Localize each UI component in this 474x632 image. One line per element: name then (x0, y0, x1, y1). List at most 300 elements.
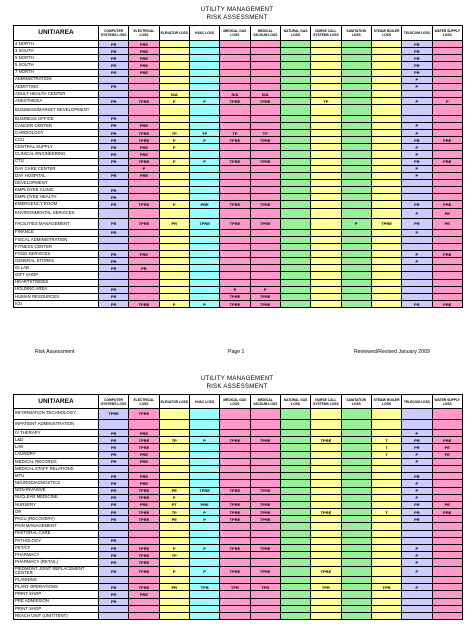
risk-cell (311, 83, 341, 90)
risk-cell (129, 279, 159, 286)
risk-cell (280, 598, 310, 605)
risk-cell: PR (98, 69, 128, 76)
risk-cell (159, 480, 189, 487)
risk-cell: P (189, 98, 219, 105)
unit-area-header: UNIT/AREA (14, 395, 99, 409)
risk-cell: P (402, 229, 432, 236)
risk-cell (311, 545, 341, 552)
risk-cell: PRE (432, 251, 462, 258)
risk-cell: TPRE (220, 487, 250, 494)
risk-cell (371, 286, 401, 293)
risk-cell (432, 144, 462, 151)
risk-cell (341, 115, 371, 122)
risk-cell (311, 444, 341, 451)
risk-cell (98, 523, 128, 530)
risk-cell (98, 105, 128, 116)
risk-cell: N/A (250, 90, 280, 97)
risk-cell (189, 293, 219, 300)
risk-cell: P (402, 208, 432, 219)
risk-cell (189, 180, 219, 187)
column-header: COMPUTER SYSTEMS LOSS (98, 26, 128, 41)
risk-cell (280, 115, 310, 122)
risk-cell: PR (98, 566, 128, 577)
table-row (14, 545, 463, 552)
risk-cell (311, 286, 341, 293)
column-header: NURSE CALL SYSTEMS LOSS (311, 395, 341, 409)
risk-cell: T (371, 509, 401, 516)
risk-cell (159, 41, 189, 48)
risk-cell (341, 194, 371, 201)
risk-cell (250, 48, 280, 55)
title-line-2: RISK ASSESSMENT (206, 13, 268, 21)
risk-table-page-1 (13, 25, 463, 308)
risk-cell: P (189, 437, 219, 444)
risk-cell: PT (159, 501, 189, 508)
risk-cell (280, 613, 310, 620)
table-row (14, 451, 463, 458)
risk-cell (129, 530, 159, 537)
risk-cell: PR (402, 219, 432, 230)
risk-cell: PR (402, 509, 432, 516)
risk-cell (98, 243, 128, 250)
risk-cell: TPRE (250, 201, 280, 208)
risk-cell (220, 194, 250, 201)
risk-cell: TPRE (129, 301, 159, 308)
page-title-2 (0, 375, 474, 390)
table-row (14, 130, 463, 137)
risk-cell: P (159, 545, 189, 552)
risk-cell (371, 598, 401, 605)
risk-cell (250, 165, 280, 172)
risk-cell (159, 537, 189, 544)
risk-cell (129, 105, 159, 116)
footer-left: Risk Assessment (35, 349, 75, 355)
risk-cell (280, 229, 310, 236)
table-row (14, 566, 463, 577)
risk-cell: PR (98, 487, 128, 494)
table-row (14, 55, 463, 62)
unit-area-name: INFORMATION TECHNOLOGY (14, 409, 99, 420)
risk-cell (371, 258, 401, 265)
risk-cell (220, 115, 250, 122)
risk-cell: PR (98, 301, 128, 308)
title-line-1: UTILITY MANAGEMENT (200, 375, 274, 382)
table-row (14, 509, 463, 516)
risk-cell (402, 613, 432, 620)
risk-cell: PR (98, 41, 128, 48)
risk-cell (280, 69, 310, 76)
table-row (14, 83, 463, 90)
risk-cell (432, 265, 462, 272)
risk-cell (311, 487, 341, 494)
risk-cell: P (189, 158, 219, 165)
risk-cell (280, 144, 310, 151)
risk-cell (280, 208, 310, 219)
risk-cell: P (189, 301, 219, 308)
risk-cell (159, 409, 189, 420)
risk-cell: PRE (432, 509, 462, 516)
risk-cell (159, 286, 189, 293)
column-header: ELEVATOR LOSS (159, 26, 189, 41)
risk-cell (280, 545, 310, 552)
risk-cell (280, 509, 310, 516)
risk-cell: PR (98, 591, 128, 598)
risk-cell: TPRE (220, 201, 250, 208)
risk-cell: TPR (250, 584, 280, 591)
column-header: ELECTRICAL LOSS (129, 395, 159, 409)
risk-cell (189, 444, 219, 451)
risk-cell (98, 605, 128, 612)
risk-cell (371, 458, 401, 465)
risk-cell: PR (98, 598, 128, 605)
risk-cell (220, 552, 250, 559)
risk-cell: P (402, 566, 432, 577)
risk-cell (402, 90, 432, 97)
risk-cell (371, 265, 401, 272)
risk-cell: P (402, 258, 432, 265)
risk-cell (311, 409, 341, 420)
risk-cell: PR (402, 437, 432, 444)
risk-cell (341, 552, 371, 559)
risk-cell (280, 137, 310, 144)
risk-cell: TP (159, 552, 189, 559)
unit-area-name: LAB (14, 444, 99, 451)
risk-cell (250, 76, 280, 83)
risk-cell (250, 279, 280, 286)
risk-cell (280, 487, 310, 494)
risk-cell: T (371, 444, 401, 451)
risk-cell (159, 451, 189, 458)
risk-cell (432, 419, 462, 430)
table-row (14, 187, 463, 194)
page-title-1 (0, 6, 474, 21)
risk-cell: P (402, 76, 432, 83)
risk-cell (189, 523, 219, 530)
risk-cell (371, 76, 401, 83)
footer-reviewed: Reviewed/Revised January 2009 (354, 349, 430, 355)
risk-cell (280, 105, 310, 116)
risk-cell (280, 301, 310, 308)
unit-area-name: CCU (14, 137, 99, 144)
unit-area-name: OR (14, 509, 99, 516)
risk-cell (432, 69, 462, 76)
risk-cell (371, 494, 401, 501)
table-row (14, 437, 463, 444)
risk-cell: PR (98, 451, 128, 458)
table-row (14, 530, 463, 537)
risk-cell: PE (432, 444, 462, 451)
risk-cell (341, 187, 371, 194)
risk-cell (341, 172, 371, 179)
column-header: WATER SUPPLY LOSS (432, 26, 462, 41)
unit-area-name: PHARMACY (RETAIL) (14, 559, 99, 566)
risk-cell (432, 151, 462, 158)
risk-cell (371, 115, 401, 122)
risk-cell (189, 577, 219, 584)
risk-cell: PR (159, 219, 189, 230)
risk-cell (129, 90, 159, 97)
risk-cell: P (189, 137, 219, 144)
risk-cell (402, 419, 432, 430)
unit-area-name: GIFT SHOP (14, 272, 99, 279)
risk-cell (250, 180, 280, 187)
risk-cell (371, 530, 401, 537)
risk-cell (220, 409, 250, 420)
column-header: MEDICAL VACUUM LOSS (250, 395, 280, 409)
risk-cell (341, 48, 371, 55)
unit-area-name: INPATIENT ADMINISTRATION (14, 419, 99, 430)
risk-cell (189, 122, 219, 129)
risk-cell (432, 180, 462, 187)
risk-cell (129, 258, 159, 265)
risk-cell (311, 258, 341, 265)
unit-area-name: FITNESS CENTER (14, 243, 99, 250)
risk-cell (280, 286, 310, 293)
risk-cell (129, 236, 159, 243)
risk-cell (432, 598, 462, 605)
risk-cell (98, 90, 128, 97)
column-header: HVAC LOSS (189, 395, 219, 409)
risk-cell (189, 48, 219, 55)
risk-cell (250, 105, 280, 116)
risk-cell (432, 187, 462, 194)
unit-area-name: MEDICAL STAFF RELATIONS (14, 465, 99, 472)
risk-cell: TPRE (189, 219, 219, 230)
risk-cell (402, 577, 432, 584)
risk-cell (311, 591, 341, 598)
risk-cell: N/A (159, 90, 189, 97)
unit-area-name: ICU (14, 301, 99, 308)
risk-cell: PR (402, 516, 432, 523)
risk-cell (371, 552, 401, 559)
risk-cell (220, 591, 250, 598)
unit-area-name: PRINT SHOP (14, 605, 99, 612)
risk-cell (311, 48, 341, 55)
risk-cell (341, 279, 371, 286)
risk-cell: TPRE (129, 437, 159, 444)
risk-cell (402, 279, 432, 286)
risk-cell: PR (402, 48, 432, 55)
risk-cell: TPRE (250, 137, 280, 144)
risk-cell (341, 229, 371, 236)
risk-cell (220, 144, 250, 151)
risk-cell: PR (402, 473, 432, 480)
risk-cell (129, 537, 159, 544)
risk-cell (159, 559, 189, 566)
risk-cell (311, 158, 341, 165)
risk-cell: PR (402, 62, 432, 69)
risk-cell: PR (98, 559, 128, 566)
risk-cell (280, 158, 310, 165)
risk-cell (341, 62, 371, 69)
risk-cell (432, 279, 462, 286)
risk-cell (280, 451, 310, 458)
risk-cell (189, 272, 219, 279)
risk-cell: TPRE (129, 559, 159, 566)
unit-area-name: BUSINESS OFFICE (14, 115, 99, 122)
risk-cell: PRE (129, 451, 159, 458)
risk-cell: TPR (220, 584, 250, 591)
unit-area-name: ANESTHESIA (14, 98, 99, 105)
risk-cell (220, 187, 250, 194)
risk-cell: TPRE (250, 98, 280, 105)
risk-cell (189, 530, 219, 537)
table-row (14, 598, 463, 605)
risk-cell: TPRE (129, 494, 159, 501)
risk-cell (402, 180, 432, 187)
risk-cell: PR (98, 584, 128, 591)
risk-cell (280, 236, 310, 243)
risk-cell (159, 265, 189, 272)
risk-cell: TPRE (220, 545, 250, 552)
risk-cell (311, 41, 341, 48)
risk-cell (311, 613, 341, 620)
risk-cell: TPRE (250, 501, 280, 508)
risk-cell (250, 465, 280, 472)
risk-cell: N/A (220, 90, 250, 97)
risk-cell (311, 451, 341, 458)
risk-cell (280, 265, 310, 272)
risk-cell (189, 76, 219, 83)
risk-cell (341, 286, 371, 293)
risk-cell (189, 62, 219, 69)
risk-cell: TPRE (220, 158, 250, 165)
unit-area-name: PRINT SHOP (14, 591, 99, 598)
risk-cell (280, 194, 310, 201)
risk-cell (159, 523, 189, 530)
unit-area-name: HOLDING AREA (14, 286, 99, 293)
unit-area-name: PHARMACY (14, 552, 99, 559)
table-row (14, 76, 463, 83)
table-row (14, 272, 463, 279)
risk-cell (432, 165, 462, 172)
risk-cell (129, 187, 159, 194)
table-row (14, 584, 463, 591)
risk-cell (250, 229, 280, 236)
risk-cell (189, 144, 219, 151)
risk-cell (371, 243, 401, 250)
table-row (14, 219, 463, 230)
risk-cell (159, 251, 189, 258)
risk-cell: P (402, 451, 432, 458)
risk-cell: PR (402, 137, 432, 144)
risk-cell (371, 194, 401, 201)
risk-cell (371, 545, 401, 552)
unit-area-name: ADMINISTRATION (14, 76, 99, 83)
risk-cell: TP (159, 509, 189, 516)
risk-cell (432, 236, 462, 243)
risk-cell (280, 172, 310, 179)
risk-cell (280, 419, 310, 430)
risk-cell (159, 208, 189, 219)
risk-cell (371, 516, 401, 523)
table-row (14, 98, 463, 105)
risk-cell (220, 494, 250, 501)
risk-cell (341, 55, 371, 62)
risk-cell (311, 90, 341, 97)
risk-cell (311, 130, 341, 137)
risk-cell: PRE (129, 144, 159, 151)
risk-cell (311, 537, 341, 544)
table-row (14, 552, 463, 559)
risk-cell (280, 430, 310, 437)
table-row (14, 494, 463, 501)
risk-cell (311, 465, 341, 472)
table-row (14, 194, 463, 201)
risk-cell (250, 69, 280, 76)
risk-cell (311, 194, 341, 201)
risk-cell (371, 501, 401, 508)
risk-cell: TPRE (220, 137, 250, 144)
risk-cell (341, 598, 371, 605)
risk-cell: TPRE (220, 293, 250, 300)
risk-cell (129, 180, 159, 187)
table-row (14, 137, 463, 144)
risk-cell (189, 69, 219, 76)
risk-cell (250, 83, 280, 90)
unit-area-name: PASTORAL CARE (14, 530, 99, 537)
risk-cell (159, 613, 189, 620)
risk-cell: PRE (129, 430, 159, 437)
risk-cell (432, 552, 462, 559)
risk-cell (341, 122, 371, 129)
risk-cell: PRE (129, 151, 159, 158)
risk-cell (371, 201, 401, 208)
risk-cell (311, 293, 341, 300)
risk-cell: PR (98, 473, 128, 480)
risk-cell (189, 598, 219, 605)
risk-cell: TPRE (98, 409, 128, 420)
risk-cell (159, 83, 189, 90)
risk-cell (341, 480, 371, 487)
risk-cell: PR (98, 258, 128, 265)
risk-cell: P (159, 144, 189, 151)
risk-cell: P (189, 545, 219, 552)
table-row (14, 265, 463, 272)
risk-cell (371, 480, 401, 487)
unit-area-name: NON-INVASIVE (14, 487, 99, 494)
risk-cell: PR (402, 158, 432, 165)
unit-area-name: CENTRAL SUPPLY (14, 144, 99, 151)
risk-cell (250, 409, 280, 420)
risk-cell: TPR (189, 584, 219, 591)
risk-cell (371, 236, 401, 243)
column-header: SANITATION LOSS (341, 395, 371, 409)
risk-cell (280, 165, 310, 172)
risk-cell: PR (98, 293, 128, 300)
risk-cell: PR (98, 187, 128, 194)
risk-cell (311, 187, 341, 194)
unit-area-name: ENVIRONMENTAL SERVICES (14, 208, 99, 219)
risk-cell (311, 115, 341, 122)
risk-cell (341, 419, 371, 430)
table-row (14, 144, 463, 151)
risk-cell (311, 76, 341, 83)
risk-cell (220, 451, 250, 458)
risk-cell (341, 494, 371, 501)
risk-cell (159, 69, 189, 76)
risk-cell (280, 180, 310, 187)
table-row (14, 537, 463, 544)
risk-cell (311, 105, 341, 116)
risk-cell: TPRE (220, 501, 250, 508)
risk-cell (280, 279, 310, 286)
risk-cell: PR (98, 151, 128, 158)
unit-area-name: NEURODIAGNOSTICS (14, 480, 99, 487)
risk-cell (220, 251, 250, 258)
risk-cell: PR (98, 516, 128, 523)
risk-cell (341, 430, 371, 437)
